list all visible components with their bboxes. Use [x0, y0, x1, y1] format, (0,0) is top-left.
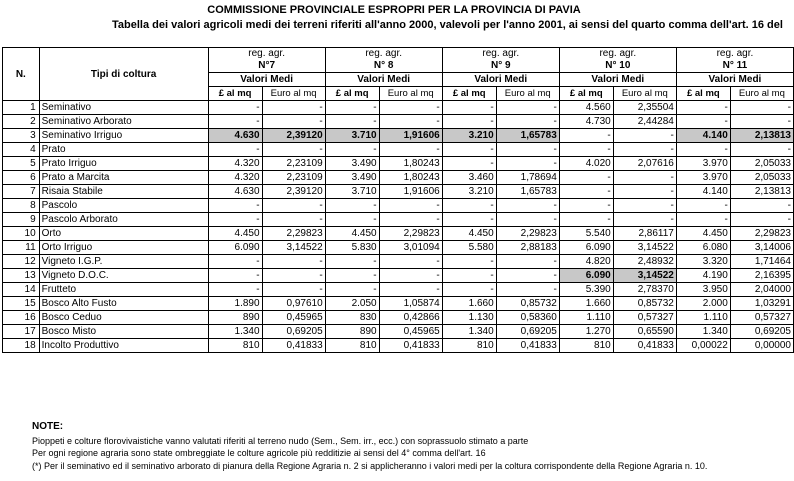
- value-lire-cell: -: [676, 115, 730, 129]
- table-row: [3, 213, 794, 227]
- value-lire-cell: 810: [208, 339, 262, 353]
- value-euro-cell: 2,44284: [613, 115, 676, 129]
- value-lire-cell: 890: [325, 325, 379, 339]
- value-lire-cell: 3.970: [676, 171, 730, 185]
- table-row: [3, 297, 794, 311]
- value-lire-cell: 4.450: [208, 227, 262, 241]
- value-lire-cell: 4.560: [559, 101, 613, 115]
- value-lire-cell: 6.080: [676, 241, 730, 255]
- value-lire-cell: 4.140: [676, 185, 730, 199]
- crop-name: Prato: [39, 143, 208, 157]
- value-euro-cell: -: [379, 115, 442, 129]
- value-lire-cell: 4.630: [208, 185, 262, 199]
- value-lire-cell: 6.090: [559, 269, 613, 283]
- crop-name: Bosco Misto: [39, 325, 208, 339]
- value-euro-cell: 0,69205: [262, 325, 325, 339]
- crop-name: Seminativo Arborato: [39, 115, 208, 129]
- value-euro-cell: 2,29823: [379, 227, 442, 241]
- value-euro-cell: -: [262, 213, 325, 227]
- value-lire-cell: -: [325, 199, 379, 213]
- value-euro-cell: 2,88183: [496, 241, 559, 255]
- value-euro-cell: -: [496, 255, 559, 269]
- crop-name: Incolto Produttivo: [39, 339, 208, 353]
- header-euro: Euro al mq: [496, 87, 559, 101]
- value-lire-cell: -: [559, 171, 613, 185]
- value-euro-cell: 1,91606: [379, 129, 442, 143]
- value-euro-cell: -: [496, 269, 559, 283]
- value-euro-cell: 0,41833: [613, 339, 676, 353]
- table-row: [3, 129, 794, 143]
- value-lire-cell: 0,00022: [676, 339, 730, 353]
- value-lire-cell: 830: [325, 311, 379, 325]
- value-lire-cell: 4.320: [208, 171, 262, 185]
- value-euro-cell: 3,14006: [730, 241, 793, 255]
- value-lire-cell: -: [325, 213, 379, 227]
- value-euro-cell: 0,45965: [379, 325, 442, 339]
- value-lire-cell: 1.660: [442, 297, 496, 311]
- row-number: 2: [3, 115, 40, 129]
- value-euro-cell: 1,05874: [379, 297, 442, 311]
- crop-name: Pascolo: [39, 199, 208, 213]
- header-euro: Euro al mq: [379, 87, 442, 101]
- table-row: [3, 339, 794, 353]
- value-euro-cell: -: [496, 157, 559, 171]
- value-euro-cell: 2,13813: [730, 185, 793, 199]
- value-euro-cell: -: [379, 269, 442, 283]
- value-euro-cell: 1,80243: [379, 171, 442, 185]
- value-euro-cell: -: [262, 199, 325, 213]
- value-lire-cell: 5.390: [559, 283, 613, 297]
- value-euro-cell: 0,57327: [613, 311, 676, 325]
- row-number: 5: [3, 157, 40, 171]
- value-lire-cell: 5.540: [559, 227, 613, 241]
- value-euro-cell: -: [379, 199, 442, 213]
- value-euro-cell: -: [496, 199, 559, 213]
- value-euro-cell: 0,00000: [730, 339, 793, 353]
- value-euro-cell: 2,16395: [730, 269, 793, 283]
- value-euro-cell: -: [379, 255, 442, 269]
- value-lire-cell: 1.110: [559, 311, 613, 325]
- value-euro-cell: 2,78370: [613, 283, 676, 297]
- page-subtitle: Tabella dei valori agricoli medi dei terreni riferiti all'anno 2000, valevoli per l'anno 2001, ai sensi del quarto comma dell'art. 16 del: [112, 19, 783, 31]
- value-euro-cell: -: [613, 171, 676, 185]
- value-euro-cell: -: [262, 283, 325, 297]
- header-region-number: N° 11: [676, 60, 793, 73]
- table-row: [3, 199, 794, 213]
- value-lire-cell: 4.450: [325, 227, 379, 241]
- value-euro-cell: -: [262, 255, 325, 269]
- value-lire-cell: -: [325, 269, 379, 283]
- header-valori-medi: Valori Medi: [325, 73, 442, 87]
- value-euro-cell: -: [262, 143, 325, 157]
- table-row: [3, 143, 794, 157]
- value-euro-cell: -: [496, 213, 559, 227]
- table-row: [3, 157, 794, 171]
- value-lire-cell: 810: [325, 339, 379, 353]
- crop-name: Orto Irriguo: [39, 241, 208, 255]
- value-euro-cell: 2,86117: [613, 227, 676, 241]
- crop-name: Prato a Marcita: [39, 171, 208, 185]
- value-lire-cell: -: [208, 143, 262, 157]
- crop-name: Seminativo Irriguo: [39, 129, 208, 143]
- value-euro-cell: -: [496, 143, 559, 157]
- row-number: 17: [3, 325, 40, 339]
- header-euro: Euro al mq: [730, 87, 793, 101]
- value-euro-cell: 2,07616: [613, 157, 676, 171]
- value-euro-cell: 2,04000: [730, 283, 793, 297]
- value-lire-cell: -: [676, 101, 730, 115]
- note-line: Pioppeti e colture florovivaistiche vanno valutati riferiti al terreno nudo (Sem., Sem. irr., ecc.) con soprassuolo stimato a parte: [32, 435, 529, 446]
- header-euro: Euro al mq: [613, 87, 676, 101]
- value-lire-cell: -: [442, 269, 496, 283]
- crop-name: Bosco Alto Fusto: [39, 297, 208, 311]
- value-euro-cell: 0,85732: [496, 297, 559, 311]
- header-valori-medi: Valori Medi: [676, 73, 793, 87]
- value-euro-cell: -: [379, 143, 442, 157]
- value-lire-cell: -: [559, 143, 613, 157]
- row-number: 14: [3, 283, 40, 297]
- values-table: [2, 47, 794, 353]
- value-euro-cell: 0,45965: [262, 311, 325, 325]
- crop-name: Pascolo Arborato: [39, 213, 208, 227]
- value-lire-cell: 3.210: [442, 185, 496, 199]
- value-euro-cell: -: [496, 101, 559, 115]
- value-lire-cell: -: [325, 143, 379, 157]
- value-lire-cell: -: [442, 115, 496, 129]
- value-euro-cell: -: [730, 213, 793, 227]
- header-n: N.: [3, 48, 40, 101]
- value-lire-cell: 890: [208, 311, 262, 325]
- value-lire-cell: -: [559, 199, 613, 213]
- header-lire: £ al mq: [325, 87, 379, 101]
- value-lire-cell: 4.320: [208, 157, 262, 171]
- value-euro-cell: 2,29823: [496, 227, 559, 241]
- value-euro-cell: 2,05033: [730, 171, 793, 185]
- value-lire-cell: -: [208, 269, 262, 283]
- value-euro-cell: 2,23109: [262, 157, 325, 171]
- value-lire-cell: -: [442, 157, 496, 171]
- header-valori-medi: Valori Medi: [442, 73, 559, 87]
- value-lire-cell: 3.710: [325, 185, 379, 199]
- value-euro-cell: 2,39120: [262, 129, 325, 143]
- crop-name: Bosco Ceduo: [39, 311, 208, 325]
- value-lire-cell: 4.730: [559, 115, 613, 129]
- row-number: 8: [3, 199, 40, 213]
- value-lire-cell: 1.890: [208, 297, 262, 311]
- value-lire-cell: -: [559, 129, 613, 143]
- value-euro-cell: 0,42866: [379, 311, 442, 325]
- value-lire-cell: 3.460: [442, 171, 496, 185]
- value-euro-cell: 1,78694: [496, 171, 559, 185]
- page-title: COMMISSIONE PROVINCIALE ESPROPRI PER LA PROVINCIA DI PAVIA: [207, 4, 581, 16]
- value-euro-cell: -: [613, 199, 676, 213]
- value-euro-cell: -: [496, 283, 559, 297]
- value-lire-cell: 3.710: [325, 129, 379, 143]
- crop-name: Orto: [39, 227, 208, 241]
- notes-section: [32, 421, 792, 472]
- value-lire-cell: 6.090: [208, 241, 262, 255]
- value-lire-cell: 1.340: [676, 325, 730, 339]
- value-lire-cell: -: [208, 283, 262, 297]
- table-body: [3, 101, 794, 353]
- table-row: [3, 283, 794, 297]
- header-reg-agr: reg. agr.: [442, 48, 559, 61]
- value-lire-cell: -: [208, 101, 262, 115]
- value-lire-cell: 4.630: [208, 129, 262, 143]
- value-lire-cell: 4.020: [559, 157, 613, 171]
- value-lire-cell: 1.130: [442, 311, 496, 325]
- value-euro-cell: 1,65783: [496, 129, 559, 143]
- value-euro-cell: -: [613, 185, 676, 199]
- header-region-number: N° 10: [559, 60, 676, 73]
- value-lire-cell: -: [208, 255, 262, 269]
- value-lire-cell: -: [442, 213, 496, 227]
- value-euro-cell: 2,35504: [613, 101, 676, 115]
- table-row: [3, 171, 794, 185]
- crop-name: Risaia Stabile: [39, 185, 208, 199]
- value-lire-cell: -: [442, 143, 496, 157]
- value-lire-cell: 3.490: [325, 171, 379, 185]
- value-lire-cell: 810: [442, 339, 496, 353]
- value-lire-cell: -: [442, 199, 496, 213]
- row-number: 4: [3, 143, 40, 157]
- value-euro-cell: 1,71464: [730, 255, 793, 269]
- value-euro-cell: 0,69205: [496, 325, 559, 339]
- crop-name: Seminativo: [39, 101, 208, 115]
- value-euro-cell: -: [379, 101, 442, 115]
- header-reg-agr: reg. agr.: [208, 48, 325, 61]
- value-lire-cell: 4.450: [676, 227, 730, 241]
- value-lire-cell: -: [676, 143, 730, 157]
- value-euro-cell: -: [730, 115, 793, 129]
- value-lire-cell: 3.320: [676, 255, 730, 269]
- row-number: 1: [3, 101, 40, 115]
- table-row: [3, 269, 794, 283]
- table-row: [3, 115, 794, 129]
- header-lire: £ al mq: [676, 87, 730, 101]
- header-region-number: N° 8: [325, 60, 442, 73]
- value-euro-cell: -: [496, 115, 559, 129]
- value-euro-cell: 1,65783: [496, 185, 559, 199]
- crop-name: Vigneto D.O.C.: [39, 269, 208, 283]
- value-euro-cell: 2,29823: [262, 227, 325, 241]
- crop-name: Prato Irriguo: [39, 157, 208, 171]
- value-euro-cell: 3,14522: [613, 269, 676, 283]
- value-lire-cell: -: [325, 115, 379, 129]
- value-euro-cell: 0,65590: [613, 325, 676, 339]
- value-lire-cell: 1.340: [208, 325, 262, 339]
- row-number: 11: [3, 241, 40, 255]
- value-euro-cell: 2,29823: [730, 227, 793, 241]
- value-euro-cell: 0,41833: [496, 339, 559, 353]
- value-lire-cell: -: [442, 101, 496, 115]
- value-euro-cell: -: [379, 213, 442, 227]
- value-euro-cell: -: [730, 143, 793, 157]
- header-valori-medi: Valori Medi: [559, 73, 676, 87]
- value-euro-cell: 1,91606: [379, 185, 442, 199]
- crop-name: Frutteto: [39, 283, 208, 297]
- header-lire: £ al mq: [559, 87, 613, 101]
- value-euro-cell: -: [613, 213, 676, 227]
- value-lire-cell: -: [208, 213, 262, 227]
- header-region-number: N° 9: [442, 60, 559, 73]
- value-lire-cell: 2.050: [325, 297, 379, 311]
- header-reg-agr: reg. agr.: [325, 48, 442, 61]
- value-lire-cell: 4.190: [676, 269, 730, 283]
- value-euro-cell: 2,48932: [613, 255, 676, 269]
- value-euro-cell: -: [379, 283, 442, 297]
- value-lire-cell: 1.110: [676, 311, 730, 325]
- row-number: 10: [3, 227, 40, 241]
- value-euro-cell: -: [613, 129, 676, 143]
- note-line: (*) Per il seminativo ed il seminativo arborato di pianura della Regione Agraria n. 2 si applicheranno i valori medi per la coltura corrispondente della Regione Agraria n. 10.: [32, 460, 708, 471]
- header-reg-agr: reg. agr.: [676, 48, 793, 61]
- value-lire-cell: 4.140: [676, 129, 730, 143]
- header-reg-agr: reg. agr.: [559, 48, 676, 61]
- value-euro-cell: 2,23109: [262, 171, 325, 185]
- value-lire-cell: -: [208, 199, 262, 213]
- crop-name: Vigneto I.G.P.: [39, 255, 208, 269]
- value-euro-cell: -: [262, 101, 325, 115]
- value-lire-cell: -: [208, 115, 262, 129]
- value-euro-cell: 3,14522: [262, 241, 325, 255]
- note-line: Per ogni regione agraria sono state ombreggiate le colture agricole più redditizie ai sensi del 4° comma dell'art. 16: [32, 448, 486, 458]
- value-euro-cell: -: [730, 199, 793, 213]
- value-lire-cell: 810: [559, 339, 613, 353]
- value-euro-cell: 0,58360: [496, 311, 559, 325]
- value-lire-cell: 1.340: [442, 325, 496, 339]
- value-lire-cell: 3.970: [676, 157, 730, 171]
- value-euro-cell: 0,85732: [613, 297, 676, 311]
- value-euro-cell: 0,97610: [262, 297, 325, 311]
- value-lire-cell: -: [676, 199, 730, 213]
- value-euro-cell: -: [262, 115, 325, 129]
- value-euro-cell: 0,57327: [730, 311, 793, 325]
- value-euro-cell: 2,05033: [730, 157, 793, 171]
- value-euro-cell: 2,13813: [730, 129, 793, 143]
- value-euro-cell: 0,41833: [262, 339, 325, 353]
- value-euro-cell: 3,14522: [613, 241, 676, 255]
- value-lire-cell: -: [559, 185, 613, 199]
- value-euro-cell: 2,39120: [262, 185, 325, 199]
- row-number: 13: [3, 269, 40, 283]
- value-lire-cell: -: [325, 283, 379, 297]
- value-euro-cell: -: [262, 269, 325, 283]
- value-euro-cell: 0,69205: [730, 325, 793, 339]
- table-row: [3, 311, 794, 325]
- value-lire-cell: -: [325, 255, 379, 269]
- header-tipi-coltura: Tipi di coltura: [39, 48, 208, 101]
- table-row: [3, 185, 794, 199]
- value-euro-cell: 0,41833: [379, 339, 442, 353]
- row-number: 3: [3, 129, 40, 143]
- row-number: 16: [3, 311, 40, 325]
- row-number: 7: [3, 185, 40, 199]
- value-lire-cell: -: [325, 101, 379, 115]
- value-lire-cell: -: [559, 213, 613, 227]
- value-euro-cell: 3,01094: [379, 241, 442, 255]
- value-euro-cell: -: [613, 143, 676, 157]
- value-lire-cell: 1.270: [559, 325, 613, 339]
- value-lire-cell: 3.210: [442, 129, 496, 143]
- header-region-number: N°7: [208, 60, 325, 73]
- row-number: 6: [3, 171, 40, 185]
- value-euro-cell: -: [730, 101, 793, 115]
- row-number: 18: [3, 339, 40, 353]
- row-number: 9: [3, 213, 40, 227]
- row-number: 15: [3, 297, 40, 311]
- value-lire-cell: 5.580: [442, 241, 496, 255]
- value-lire-cell: -: [442, 255, 496, 269]
- value-lire-cell: 2.000: [676, 297, 730, 311]
- value-lire-cell: 4.820: [559, 255, 613, 269]
- value-lire-cell: 4.450: [442, 227, 496, 241]
- value-lire-cell: 3.950: [676, 283, 730, 297]
- table-row: [3, 101, 794, 115]
- value-lire-cell: -: [676, 213, 730, 227]
- header-euro: Euro al mq: [262, 87, 325, 101]
- value-lire-cell: 6.090: [559, 241, 613, 255]
- table-row: [3, 325, 794, 339]
- table-row: [3, 255, 794, 269]
- header-lire: £ al mq: [208, 87, 262, 101]
- value-lire-cell: -: [442, 283, 496, 297]
- value-euro-cell: 1,80243: [379, 157, 442, 171]
- value-lire-cell: 5.830: [325, 241, 379, 255]
- table-row: [3, 241, 794, 255]
- table-row: [3, 227, 794, 241]
- value-euro-cell: 1,03291: [730, 297, 793, 311]
- notes-heading: NOTE:: [32, 421, 64, 432]
- value-lire-cell: 1.660: [559, 297, 613, 311]
- header-lire: £ al mq: [442, 87, 496, 101]
- row-number: 12: [3, 255, 40, 269]
- value-lire-cell: 3.490: [325, 157, 379, 171]
- header-valori-medi: Valori Medi: [208, 73, 325, 87]
